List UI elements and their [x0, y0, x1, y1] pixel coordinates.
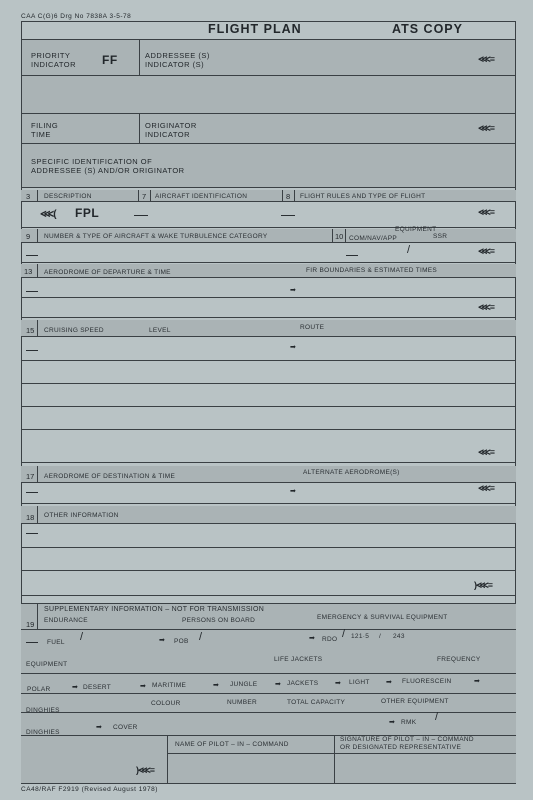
freq-243-separator: /	[379, 633, 382, 640]
field-3-number: 3	[26, 192, 31, 201]
originator-indicator-label: ORIGINATOR INDICATOR	[145, 121, 197, 139]
endurance-label: ENDURANCE	[44, 617, 88, 624]
rule-field18-header	[21, 523, 516, 524]
rule-title	[21, 39, 516, 40]
specific-identification-label: SPECIFIC IDENTIFICATION OF ADDRESSEE (S) AND/OR ORIGINATOR	[31, 157, 185, 175]
separator-slash: /	[435, 711, 439, 723]
field-3-header-shade	[21, 190, 516, 201]
field-17-number: 17	[26, 472, 35, 481]
signature-label: SIGNATURE OF PILOT – IN – COMMAND OR DESIGNATED REPRESENTATIVE	[340, 736, 474, 751]
arrow-icon: ➡	[290, 488, 296, 495]
freq-121-5: 121·5	[351, 633, 370, 640]
rule-route-5	[21, 462, 516, 463]
rule-field17-num	[37, 466, 38, 482]
alternate-aerodrome-label: ALTERNATE AERODROME(S)	[303, 469, 400, 476]
copy-label: ATS COPY	[392, 22, 463, 36]
life-jackets-label: LIFE JACKETS	[274, 656, 323, 663]
end-of-message-icon: ⋘≡	[478, 54, 495, 64]
rule-pilot-header	[167, 753, 516, 754]
start-of-message-icon: ⋘(	[40, 209, 56, 220]
separator-slash: /	[342, 628, 346, 640]
field-18-number: 18	[26, 513, 35, 522]
frame-top	[21, 21, 516, 22]
rule-addressee	[21, 75, 516, 76]
arrow-icon: ➡	[290, 287, 296, 294]
field-17-label: AERODROME OF DESTINATION & TIME	[44, 473, 176, 480]
separator-slash: /	[80, 631, 84, 643]
dinghies-label: DINGHIES	[26, 707, 60, 714]
jackets-label: JACKETS	[287, 680, 319, 687]
filing-time-label: FILING TIME	[31, 121, 59, 139]
total-capacity-label: TOTAL CAPACITY	[287, 699, 346, 706]
form-title: FLIGHT PLAN	[208, 22, 302, 36]
dinghies-label-2: DINGHIES	[26, 729, 60, 736]
pob-label: POB	[174, 638, 189, 645]
level-label: LEVEL	[149, 327, 171, 334]
separator-slash: /	[199, 631, 203, 643]
arrow-icon: ➡	[275, 681, 281, 688]
rule-other-2	[21, 570, 516, 571]
other-equipment-label: OTHER EQUIPMENT	[381, 698, 449, 705]
ssr-label: SSR	[433, 233, 448, 240]
rule-field3-num	[37, 190, 38, 201]
frequency-label: FREQUENCY	[437, 656, 481, 663]
addressee-indicators-label: ADDRESSEE (S) INDICATOR (S)	[145, 51, 210, 69]
field-13-label: AERODROME OF DEPARTURE & TIME	[44, 269, 171, 276]
field-18-label: OTHER INFORMATION	[44, 512, 119, 519]
rule-originator	[21, 143, 516, 144]
equipment-label: EQUIPMENT	[395, 226, 437, 233]
rule-field17-body	[21, 503, 516, 504]
route-label: ROUTE	[300, 324, 325, 331]
rule-route-1	[21, 360, 516, 361]
pilot-in-command-label: NAME OF PILOT – IN – COMMAND	[175, 741, 289, 748]
priority-indicator-label: PRIORITY INDICATOR	[31, 51, 77, 69]
rule-field15-header	[21, 336, 516, 337]
field-8-number: 8	[286, 192, 291, 201]
rule-field18-body	[21, 595, 516, 596]
rule-route-2	[21, 383, 516, 384]
rule-field10-num	[345, 229, 346, 242]
rule-field15-num	[37, 320, 38, 336]
rule-field13-header	[21, 277, 516, 278]
rule-field3-header	[21, 201, 516, 202]
end-of-message-icon: ⋘≡	[478, 123, 495, 133]
jungle-label: JUNGLE	[230, 681, 258, 688]
rmk-label: RMK	[401, 719, 417, 726]
arrow-icon: ➡	[140, 683, 146, 690]
rule-specific-id	[21, 187, 516, 188]
emergency-equipment-label: EMERGENCY & SURVIVAL EQUIPMENT	[317, 614, 448, 621]
separator-dash	[26, 255, 38, 256]
supplementary-info-label: SUPPLEMENTARY INFORMATION – NOT FOR TRANSMISSION	[44, 606, 265, 613]
arrow-icon: ➡	[335, 680, 341, 687]
rule-equipment	[21, 673, 516, 674]
end-of-message-icon: ⋘≡	[478, 246, 495, 256]
rule-field13-num	[37, 264, 38, 277]
colour-label: COLOUR	[151, 700, 181, 707]
end-of-message-icon: ⋘≡	[478, 483, 495, 493]
field-15-number: 15	[26, 326, 35, 335]
rule-field13-row2	[21, 317, 516, 318]
rule-dinghies-header	[21, 712, 516, 713]
close-message-icon: )⋘≡	[474, 580, 493, 590]
field-13-number: 13	[24, 267, 33, 276]
persons-on-board-label: PERSONS ON BOARD	[182, 617, 256, 624]
rule-survival	[21, 693, 516, 694]
light-label: LIGHT	[349, 679, 370, 686]
arrow-icon: ➡	[389, 719, 395, 726]
rule-field19-top	[21, 603, 516, 604]
field-3-label: DESCRIPTION	[44, 193, 92, 200]
rule-signature	[334, 735, 335, 783]
rule-field9-body	[21, 262, 516, 263]
field-7-number: 7	[142, 192, 147, 201]
polar-label: POLAR	[27, 686, 51, 693]
field-10-label: COM/NAV/APP	[349, 235, 397, 242]
separator-dash	[134, 215, 148, 216]
rule-priority-divider	[139, 39, 140, 75]
field-9-label: NUMBER & TYPE OF AIRCRAFT & WAKE TURBULENCE CATEGORY	[44, 233, 268, 240]
fluorescein-label: FLUORESCEIN	[402, 678, 452, 685]
separator-dash	[346, 255, 358, 256]
arrow-icon: ➡	[213, 682, 219, 689]
separator-dash	[26, 492, 38, 493]
freq-243: 243	[393, 633, 405, 640]
rule-field8	[282, 190, 283, 201]
arrow-icon: ➡	[96, 724, 102, 731]
separator-dash	[26, 642, 38, 643]
rule-field3-body	[21, 227, 516, 228]
field-15-label: CRUISING SPEED	[44, 327, 104, 334]
rule-field9-header	[21, 242, 516, 243]
rule-other-1	[21, 547, 516, 548]
maritime-label: MARITIME	[152, 682, 187, 689]
fpl-value: FPL	[75, 206, 100, 220]
separator-dash	[26, 291, 38, 292]
end-of-message-icon: ⋘≡	[478, 447, 495, 457]
fuel-label: FUEL	[47, 639, 65, 646]
rule-field13-row1	[21, 297, 516, 298]
end-of-message-icon: ⋘≡	[478, 302, 495, 312]
arrow-icon: ➡	[474, 678, 480, 685]
arrow-icon: ➡	[309, 635, 315, 642]
rule-route-4	[21, 429, 516, 430]
field-9-number: 9	[26, 232, 31, 241]
rule-filing	[21, 113, 516, 114]
arrow-icon: ➡	[159, 637, 165, 644]
field-8-label: FLIGHT RULES AND TYPE OF FLIGHT	[300, 193, 426, 200]
separator-dash	[26, 533, 38, 534]
rule-field17-header	[21, 482, 516, 483]
field-7-label: AIRCRAFT IDENTIFICATION	[155, 193, 248, 200]
rdo-label: RDO	[322, 636, 338, 643]
rule-route-3	[21, 406, 516, 407]
form-reference: CA48/RAF F2919 (Revised August 1978)	[21, 786, 158, 793]
rule-field18-num	[37, 506, 38, 523]
separator-slash: /	[407, 244, 411, 256]
frame-bottom	[21, 783, 516, 784]
field-10-number: 10	[335, 232, 344, 241]
separator-dash	[281, 215, 295, 216]
rule-field9-num	[37, 229, 38, 242]
rule-filing-divider	[139, 113, 140, 143]
rule-field19-header	[21, 629, 516, 630]
rule-pilot-name	[167, 735, 168, 783]
arrow-icon: ➡	[290, 344, 296, 351]
rule-field8-num	[294, 190, 295, 201]
rule-field10	[332, 229, 333, 242]
fir-boundaries-label: FIR BOUNDARIES & ESTIMATED TIMES	[306, 267, 438, 274]
close-message-icon: )⋘≡	[136, 765, 155, 775]
rule-field7	[138, 190, 139, 201]
cover-label: COVER	[113, 724, 138, 731]
separator-dash	[26, 350, 38, 351]
arrow-icon: ➡	[386, 679, 392, 686]
priority-value[interactable]: FF	[102, 53, 118, 67]
desert-label: DESERT	[83, 684, 112, 691]
drawing-reference: CAA C(G)6 Drg No 7838A 3-5-78	[21, 13, 132, 20]
field-19-number: 19	[26, 620, 35, 629]
arrow-icon: ➡	[72, 684, 78, 691]
equipment-19-label: EQUIPMENT	[26, 661, 68, 668]
rule-field19-num	[37, 603, 38, 629]
rule-field7-num	[150, 190, 151, 201]
number-label: NUMBER	[227, 699, 257, 706]
end-of-message-icon: ⋘≡	[478, 207, 495, 217]
